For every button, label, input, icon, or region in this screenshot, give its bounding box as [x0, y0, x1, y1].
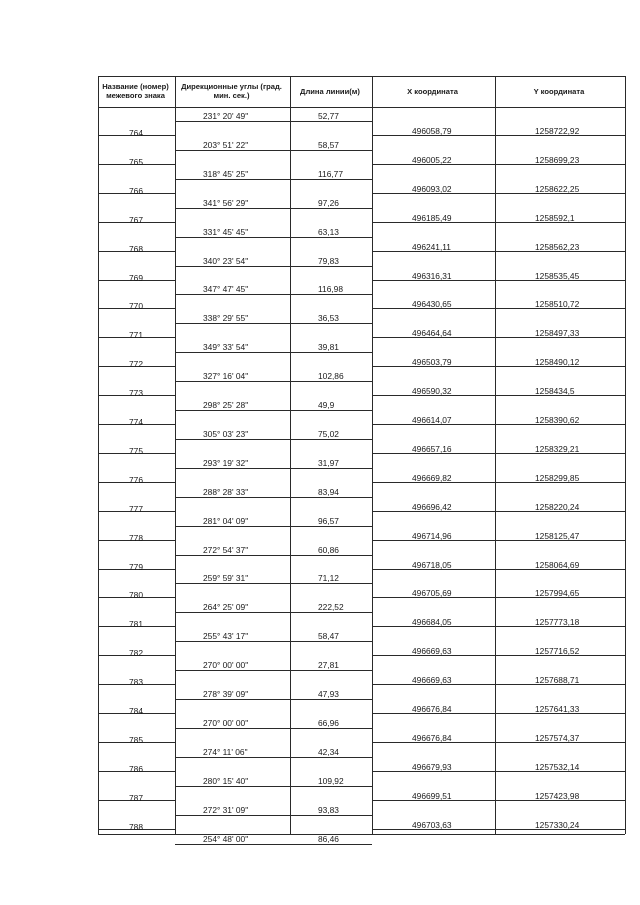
point-x: 496005,22	[412, 154, 452, 165]
segment-angle: 264° 25' 09"	[203, 602, 249, 613]
point-row-line	[372, 308, 625, 309]
segment-length: 58,47	[318, 631, 339, 642]
segment-length: 71,12	[318, 573, 339, 584]
point-row-line	[372, 280, 625, 281]
point-name: 767	[129, 214, 143, 225]
segment-row-line	[175, 208, 372, 209]
column-line	[290, 76, 291, 834]
point-row-line	[372, 684, 625, 685]
point-row-line	[372, 800, 625, 801]
segment-row-line	[175, 439, 372, 440]
header-x: X координата	[407, 86, 458, 96]
segment-row-line	[175, 121, 372, 122]
segment-length: 49,9	[318, 400, 335, 410]
point-row-line	[372, 453, 625, 454]
point-x: 496316,31	[412, 270, 452, 281]
column-line	[495, 76, 496, 834]
point-name: 774	[129, 417, 143, 427]
point-name: 780	[129, 590, 143, 601]
point-row-line	[372, 540, 625, 541]
segment-angle: 341° 56' 29"	[203, 197, 249, 208]
segment-angle: 203° 51' 22"	[203, 139, 249, 150]
point-y: 1258329,21	[535, 443, 580, 454]
point-x: 496669,82	[412, 472, 452, 483]
segment-row-line	[175, 294, 372, 295]
point-y: 1257330,24	[535, 819, 580, 830]
segment-row-line	[175, 555, 372, 556]
segment-length: 63,13	[318, 226, 339, 237]
segment-row-line	[175, 699, 372, 700]
segment-length: 97,26	[318, 197, 339, 208]
point-y: 1257574,37	[535, 732, 580, 743]
point-row-line	[372, 366, 625, 367]
point-row-line	[372, 713, 625, 714]
point-row-line	[372, 829, 625, 830]
segment-length: 102,86	[318, 371, 344, 382]
point-name: 770	[129, 301, 143, 312]
segment-length: 116,77	[318, 168, 343, 179]
segment-length: 116,98	[318, 284, 343, 295]
segment-row-line	[175, 583, 372, 584]
segment-angle: 272° 54' 37"	[203, 544, 249, 555]
segment-angle: 305° 03' 23"	[203, 428, 249, 439]
segment-length: 31,97	[318, 457, 339, 468]
point-x: 496503,79	[412, 357, 452, 368]
point-x: 496185,49	[412, 212, 452, 223]
point-x: 496669,63	[412, 675, 452, 686]
segment-angle: 298° 25' 28"	[203, 400, 249, 410]
point-x: 496699,51	[412, 790, 452, 801]
column-line	[175, 76, 176, 834]
segment-row-line	[175, 641, 372, 642]
segment-length: 222,52	[318, 602, 344, 613]
point-name: 776	[129, 474, 143, 485]
point-name: 766	[129, 185, 143, 196]
segment-length: 96,57	[318, 515, 339, 526]
segment-length: 75,02	[318, 428, 339, 439]
segment-angle: 340° 23' 54"	[203, 255, 249, 266]
segment-angle: 231° 20' 49"	[203, 111, 249, 121]
segment-row-line	[175, 815, 372, 816]
point-y: 1258390,62	[535, 415, 580, 425]
segment-length: 93,83	[318, 804, 339, 815]
point-row-line	[372, 597, 625, 598]
point-row-line	[372, 337, 625, 338]
point-row-line	[372, 742, 625, 743]
point-name: 765	[129, 156, 143, 167]
segment-angle: 255° 43' 17"	[203, 631, 249, 642]
segment-angle: 327° 16' 04"	[203, 371, 249, 382]
point-row-line	[372, 135, 625, 136]
point-y: 1258562,23	[535, 241, 580, 252]
table-border-bottom	[98, 834, 625, 835]
point-row-line	[372, 626, 625, 627]
segment-row-line	[175, 844, 372, 845]
point-row-line	[372, 569, 625, 570]
segment-angle: 270° 00' 00"	[203, 717, 249, 728]
point-y: 1258622,25	[535, 183, 580, 194]
segment-angle: 288° 28' 33"	[203, 486, 249, 497]
point-row-line	[372, 655, 625, 656]
segment-row-line	[175, 468, 372, 469]
point-y: 1258299,85	[535, 472, 580, 483]
point-name: 781	[129, 619, 143, 630]
segment-row-line	[175, 757, 372, 758]
point-y: 1257773,18	[535, 617, 580, 628]
header-separator	[98, 107, 625, 108]
point-name: 787	[129, 792, 143, 803]
header-length: Длина линии(м)	[300, 86, 360, 96]
segment-length: 47,93	[318, 689, 339, 699]
point-name: 764	[129, 128, 143, 138]
segment-row-line	[175, 266, 372, 267]
segment-row-line	[175, 381, 372, 382]
point-y: 1257532,14	[535, 761, 580, 772]
segment-angle: 293° 19' 32"	[203, 457, 249, 468]
point-y: 1258497,33	[535, 328, 580, 339]
point-row-line	[372, 193, 625, 194]
point-x: 496058,79	[412, 126, 452, 136]
segment-length: 66,96	[318, 717, 339, 728]
segment-row-line	[175, 179, 372, 180]
segment-row-line	[175, 410, 372, 411]
segment-length: 27,81	[318, 660, 339, 671]
point-x: 496679,93	[412, 761, 452, 772]
point-name: 777	[129, 503, 143, 514]
point-y: 1257641,33	[535, 704, 580, 714]
point-y: 1258220,24	[535, 501, 580, 512]
point-x: 496464,64	[412, 328, 452, 339]
point-name: 783	[129, 677, 143, 688]
segment-length: 42,34	[318, 746, 339, 757]
segment-angle: 254° 48' 00"	[203, 833, 249, 844]
point-y: 1258535,45	[535, 270, 580, 281]
point-name: 779	[129, 561, 143, 572]
point-x: 496718,05	[412, 559, 452, 570]
header-name: Название (номер) межевого знака	[102, 82, 169, 100]
segment-length: 52,77	[318, 111, 339, 121]
segment-length: 109,92	[318, 775, 344, 786]
point-name: 782	[129, 648, 143, 659]
segment-length: 86,46	[318, 833, 339, 844]
column-line	[98, 76, 99, 834]
point-y: 1258722,92	[535, 126, 580, 136]
segment-angle: 259° 59' 31"	[203, 573, 249, 584]
segment-row-line	[175, 237, 372, 238]
point-y: 1258592,1	[535, 212, 575, 223]
table-border-top	[98, 76, 625, 77]
point-x: 496684,05	[412, 617, 452, 628]
point-x: 496657,16	[412, 443, 452, 454]
segment-row-line	[175, 728, 372, 729]
segment-row-line	[175, 352, 372, 353]
point-y: 1258510,72	[535, 299, 580, 310]
segment-row-line	[175, 670, 372, 671]
point-name: 772	[129, 359, 143, 370]
point-y: 1257994,65	[535, 588, 580, 599]
point-y: 1258064,69	[535, 559, 580, 570]
segment-row-line	[175, 150, 372, 151]
segment-angle: 338° 29' 55"	[203, 313, 249, 324]
segment-angle: 278° 39' 09"	[203, 689, 249, 699]
column-line	[372, 76, 373, 834]
point-x: 496614,07	[412, 415, 452, 425]
header-angle: Дирекционные углы (град. мин. сек.)	[181, 82, 282, 100]
segment-row-line	[175, 786, 372, 787]
segment-length: 36,53	[318, 313, 339, 324]
point-name: 784	[129, 706, 143, 716]
point-row-line	[372, 395, 625, 396]
point-row-line	[372, 482, 625, 483]
point-y: 1258434,5	[535, 386, 575, 397]
point-y: 1257716,52	[535, 646, 580, 657]
point-y: 1258125,47	[535, 530, 580, 541]
segment-angle: 280° 15' 40"	[203, 775, 249, 786]
point-row-line	[372, 251, 625, 252]
segment-row-line	[175, 323, 372, 324]
segment-angle: 270° 00' 00"	[203, 660, 249, 671]
point-name: 785	[129, 734, 143, 745]
point-y: 1258699,23	[535, 154, 580, 165]
segment-angle: 349° 33' 54"	[203, 342, 249, 353]
segment-length: 83,94	[318, 486, 339, 497]
segment-angle: 272° 31' 09"	[203, 804, 249, 815]
header-y: Y координата	[533, 86, 585, 96]
point-name: 771	[129, 330, 143, 341]
point-name: 788	[129, 821, 143, 832]
point-name: 778	[129, 532, 143, 543]
point-name: 769	[129, 272, 143, 283]
point-name: 768	[129, 243, 143, 254]
segment-angle: 281° 04' 09"	[203, 515, 249, 526]
segment-angle: 318° 45' 25"	[203, 168, 249, 179]
point-name: 786	[129, 763, 143, 774]
segment-length: 58,57	[318, 139, 339, 150]
point-x: 496676,84	[412, 732, 452, 743]
point-row-line	[372, 222, 625, 223]
point-x: 496696,42	[412, 501, 452, 512]
point-x: 496714,96	[412, 530, 452, 541]
point-x: 496703,63	[412, 819, 452, 830]
segment-angle: 331° 45' 45"	[203, 226, 249, 237]
point-y: 1258490,12	[535, 357, 580, 368]
point-row-line	[372, 771, 625, 772]
segment-length: 39,81	[318, 342, 339, 353]
point-y: 1257423,98	[535, 790, 580, 801]
point-y: 1257688,71	[535, 675, 580, 686]
segment-row-line	[175, 497, 372, 498]
point-x: 496093,02	[412, 183, 452, 194]
segment-row-line	[175, 526, 372, 527]
segment-row-line	[175, 612, 372, 613]
point-x: 496705,69	[412, 588, 452, 599]
point-row-line	[372, 424, 625, 425]
column-line	[625, 76, 626, 834]
point-row-line	[372, 511, 625, 512]
point-row-line	[372, 164, 625, 165]
segment-angle: 347° 47' 45"	[203, 284, 249, 295]
point-x: 496676,84	[412, 704, 452, 714]
point-x: 496430,65	[412, 299, 452, 310]
point-x: 496241,11	[412, 241, 451, 252]
point-x: 496590,32	[412, 386, 452, 397]
segment-angle: 274° 11' 06"	[203, 746, 248, 757]
point-x: 496669,63	[412, 646, 452, 657]
segment-length: 60,86	[318, 544, 339, 555]
segment-length: 79,83	[318, 255, 339, 266]
point-name: 775	[129, 445, 143, 456]
point-name: 773	[129, 388, 143, 399]
